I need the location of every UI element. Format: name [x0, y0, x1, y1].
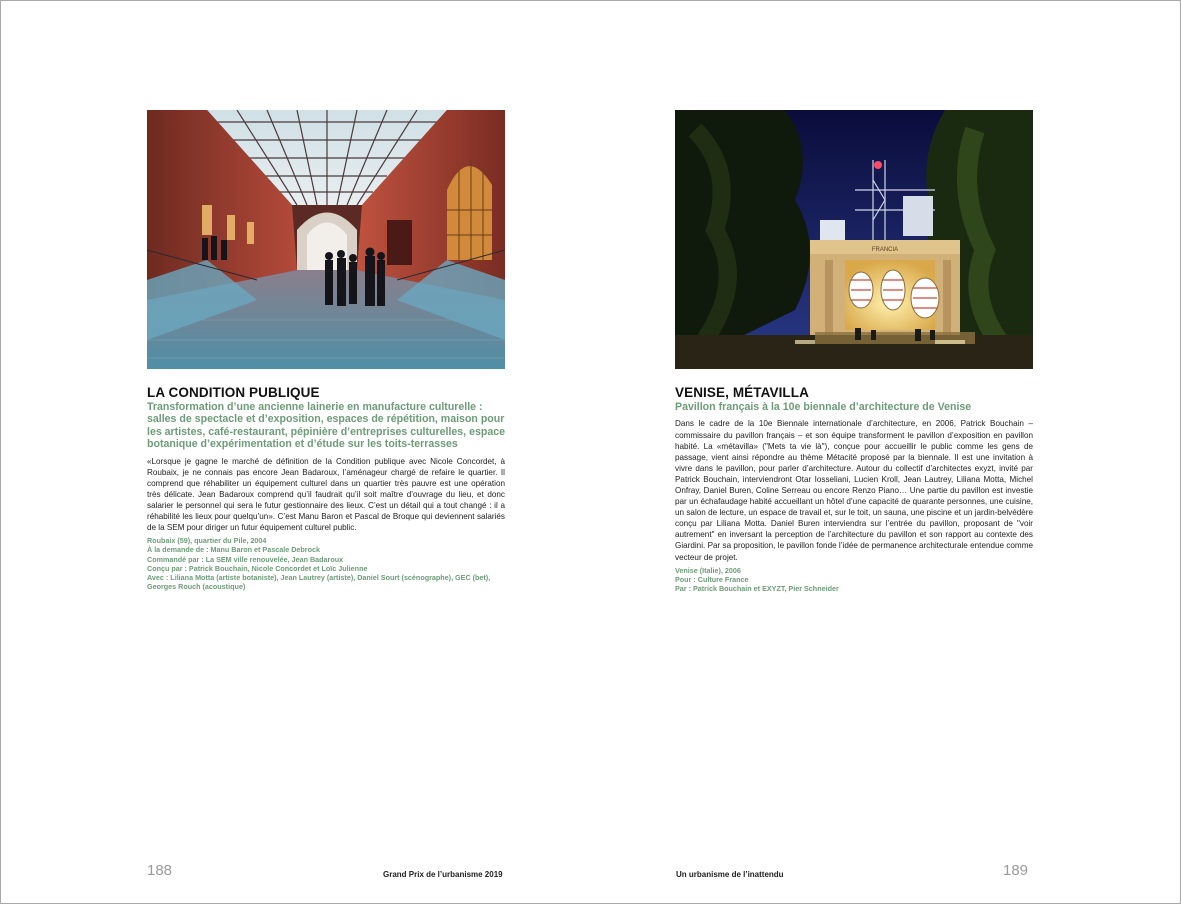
article-subtitle: Pavillon français à la 10e biennale d’architecture de Venise: [675, 401, 972, 413]
credit-line: Commandé par : La SEM ville renouvelée, Jean Badaroux: [147, 554, 344, 564]
credit-line: Roubaix (59), quartier du Pile, 2004: [147, 536, 267, 546]
credit-line: À la demande de : Manu Baron et Pascale Debrock: [147, 545, 320, 555]
left-article: [147, 385, 505, 592]
right-article: [675, 385, 1033, 593]
credit-line: Avec : Liliana Motta (artiste botaniste), Jean Lautrey (artiste), Daniel Sourt (scénographe), GEC (bet), Georges Rouch (acoustique): [147, 573, 491, 592]
page-number: 188: [147, 862, 173, 879]
article-body: «Lorsque je gagne le marché de définition de la Condition publique avec Nicole Concordet, à Roubaix, je ne connais pas encore Jean Badaroux, l’aménageur chargé de refaire le quartier. Il comprend que réhabiliter un équipement culturel dans un quartier très pauvre est une opération très délicate. Jean Badaroux comprend qu’il faudrait qu’il soit maître d’ouvrage du lieu, et donc salarier le personnel qui sera le futur gestionnaire des lieux. C’est un détail qui a tout changé : il a réhabilité les lieux pour quelqu’un». C’est Manu Baron et Pascal de Broque qui deviennent salariés de la SEM pour diriger un futur équipement culturel public.: [147, 456, 505, 533]
article-credits: [147, 536, 505, 591]
running-head: Grand Prix de l’urbanisme 2019: [383, 870, 503, 879]
article-body: Dans le cadre de la 10e Biennale internationale d’architecture, en 2006, Patrick Bouchain – commissaire du pavillon français – et son équipe transforment le pavillon d’exposition en pavillon habité. La «métavilla» ("Mets ta vie là"), conçue pour accueillir le public comme les gens de passage, vient ainsi répondre au thème Métacité proposé par la biennale. Il est une invitation à vivre dans le pavillon, pour parler d’architecture. Autour du collectif d’architectes exyzt, invité par Patrick Bouchain, interviendront Otar Iosseliani, Lucien Kroll, Jean Lautrey, Liliana Motta, Michel Onfray, Daniel Buren, Coline Serreau ou encore Renzo Piano… Une partie du pavillon est investie par un échafaudage habité accueillant un hôtel d’une capacité de quarante personnes, une cuisine, un salon de lecture, un espace de travail et, sur le toit, un sauna, une piscine et un jardin-belvédère conçu par Liliana Motta. Daniel Buren interviendra sur l’entrée du pavillon, proposant de "voir autrement" en inversant la perception de l’architecture du pavillon et son rapport au contexte des Giardini. Par sa proposition, le pavillon fonde l’idée de permanence architecturale entendue comme vecteur de projet.: [675, 419, 1033, 562]
credit-line: Pour : Culture France: [675, 574, 749, 584]
running-head: Un urbanisme de l’inattendu: [676, 870, 784, 879]
left-page: [0, 0, 590, 904]
article-title: VENISE, MÉTAVILLA: [675, 385, 809, 400]
article-title: LA CONDITION PUBLIQUE: [147, 385, 320, 400]
pavilion-sign: FRANCIA: [871, 247, 899, 253]
credit-line: Par : Patrick Bouchain et EXYZT, Pier Schneider: [675, 584, 839, 594]
right-page: [590, 0, 1180, 904]
article-subtitle: Transformation d’une ancienne lainerie en manufacture culturelle : salles de spectacle et d’exposition, espaces de répétition, maison pour les artistes, café-restaurant, pépinière d’entreprises culturelles, espace botanique d’expérimentation et d’étude sur les toits-terrasses: [147, 401, 505, 451]
article-credits: [675, 566, 1033, 594]
page-number: 189: [1003, 862, 1029, 879]
credit-line: Venise (Italie), 2006: [675, 565, 741, 575]
condition-publique-photo: [147, 110, 505, 369]
metavilla-photo: [675, 110, 1033, 369]
credit-line: Conçu par : Patrick Bouchain, Nicole Concordet et Loïc Julienne: [147, 563, 368, 573]
